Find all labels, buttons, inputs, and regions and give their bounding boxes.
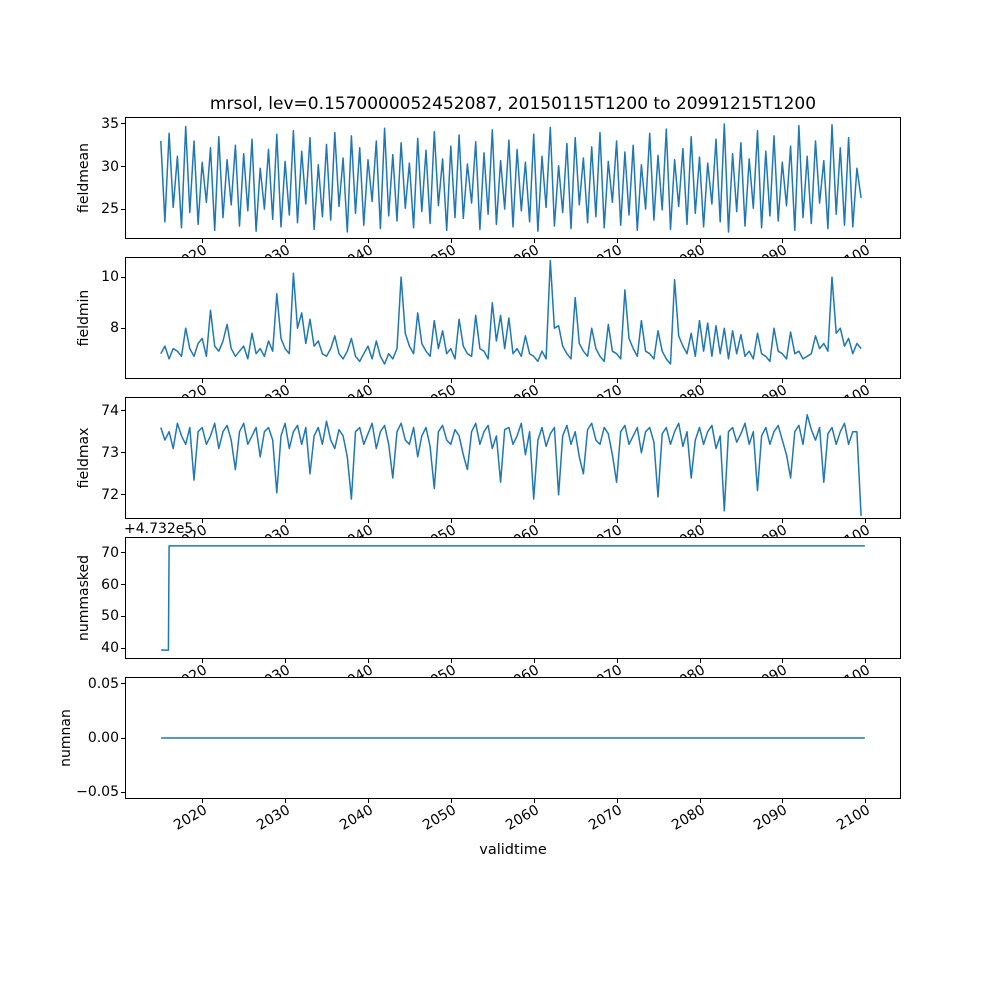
x-tick-label: 2080 bbox=[668, 802, 708, 834]
subplot-fieldmean bbox=[76, 115, 901, 239]
nummasked-line-chart bbox=[126, 538, 900, 658]
x-tick-label: 2100 bbox=[834, 802, 874, 834]
nummasked-ylabel: nummasked bbox=[76, 555, 92, 642]
fieldmin-line-chart bbox=[126, 258, 900, 378]
x-tick-label: 2090 bbox=[751, 802, 791, 834]
subplot-nummasked bbox=[76, 521, 901, 659]
y-tick bbox=[121, 277, 125, 278]
subplot-fieldmin bbox=[76, 257, 901, 379]
y-tick bbox=[121, 584, 125, 585]
y-tick bbox=[121, 552, 125, 553]
fieldmean-data-line bbox=[161, 124, 861, 232]
y-tick bbox=[121, 648, 125, 649]
y-tick bbox=[121, 452, 125, 453]
y-tick bbox=[121, 683, 125, 684]
fieldmean-line-chart bbox=[126, 118, 900, 238]
fieldmax-data-line bbox=[161, 415, 861, 516]
y-tick-label: 35 bbox=[101, 115, 119, 132]
x-axis-label: validtime bbox=[479, 842, 547, 858]
y-tick bbox=[121, 738, 125, 739]
x-tick-label: 2070 bbox=[585, 802, 625, 834]
fieldmax-line-chart bbox=[126, 398, 900, 518]
y-tick bbox=[121, 494, 125, 495]
fieldmin-data-line bbox=[161, 261, 861, 364]
y-tick bbox=[121, 410, 125, 411]
y-tick-label: 10 bbox=[101, 269, 119, 286]
y-tick-label: 70 bbox=[101, 544, 119, 561]
fieldmin-ylabel: fieldmin bbox=[76, 289, 92, 347]
y-tick bbox=[121, 328, 125, 329]
y-tick bbox=[121, 166, 125, 167]
x-tick-label: 2060 bbox=[502, 802, 542, 834]
y-tick-label: 0.05 bbox=[87, 675, 119, 692]
y-tick bbox=[121, 209, 125, 210]
y-tick-label: 50 bbox=[101, 608, 119, 625]
y-tick-label: 60 bbox=[101, 576, 119, 593]
numnan-line-chart bbox=[126, 678, 900, 798]
y-tick-label: 74 bbox=[101, 402, 119, 419]
nummasked-data-line bbox=[161, 546, 865, 650]
y-tick bbox=[121, 792, 125, 793]
x-tick-label: 2040 bbox=[337, 802, 376, 834]
subplot-fieldmax bbox=[76, 397, 901, 519]
x-tick-label: 2030 bbox=[254, 802, 294, 834]
chart-title: mrsol, lev=0.1570000052452087, 20150115T1200 to 20991215T1200 bbox=[209, 94, 817, 114]
fieldmax-ylabel: fieldmax bbox=[76, 427, 92, 489]
y-tick-label: 8 bbox=[110, 320, 119, 337]
y-tick-label: 25 bbox=[101, 201, 119, 218]
numnan-ylabel: numnan bbox=[58, 709, 74, 767]
x-tick-label: 2020 bbox=[171, 802, 211, 834]
y-tick bbox=[121, 123, 125, 124]
y-axis-offset-text: +4.732e5 bbox=[124, 521, 194, 537]
y-tick-label: −0.05 bbox=[76, 784, 119, 801]
y-tick-label: 72 bbox=[101, 486, 119, 503]
y-tick-label: 40 bbox=[101, 640, 119, 657]
y-tick bbox=[121, 616, 125, 617]
y-tick-label: 0.00 bbox=[87, 730, 119, 746]
y-tick-label: 73 bbox=[101, 444, 119, 461]
subplot-numnan bbox=[58, 675, 901, 834]
x-tick-label: 2050 bbox=[419, 802, 459, 834]
fieldmean-ylabel: fieldmean bbox=[76, 143, 92, 213]
y-tick-label: 30 bbox=[101, 158, 119, 175]
